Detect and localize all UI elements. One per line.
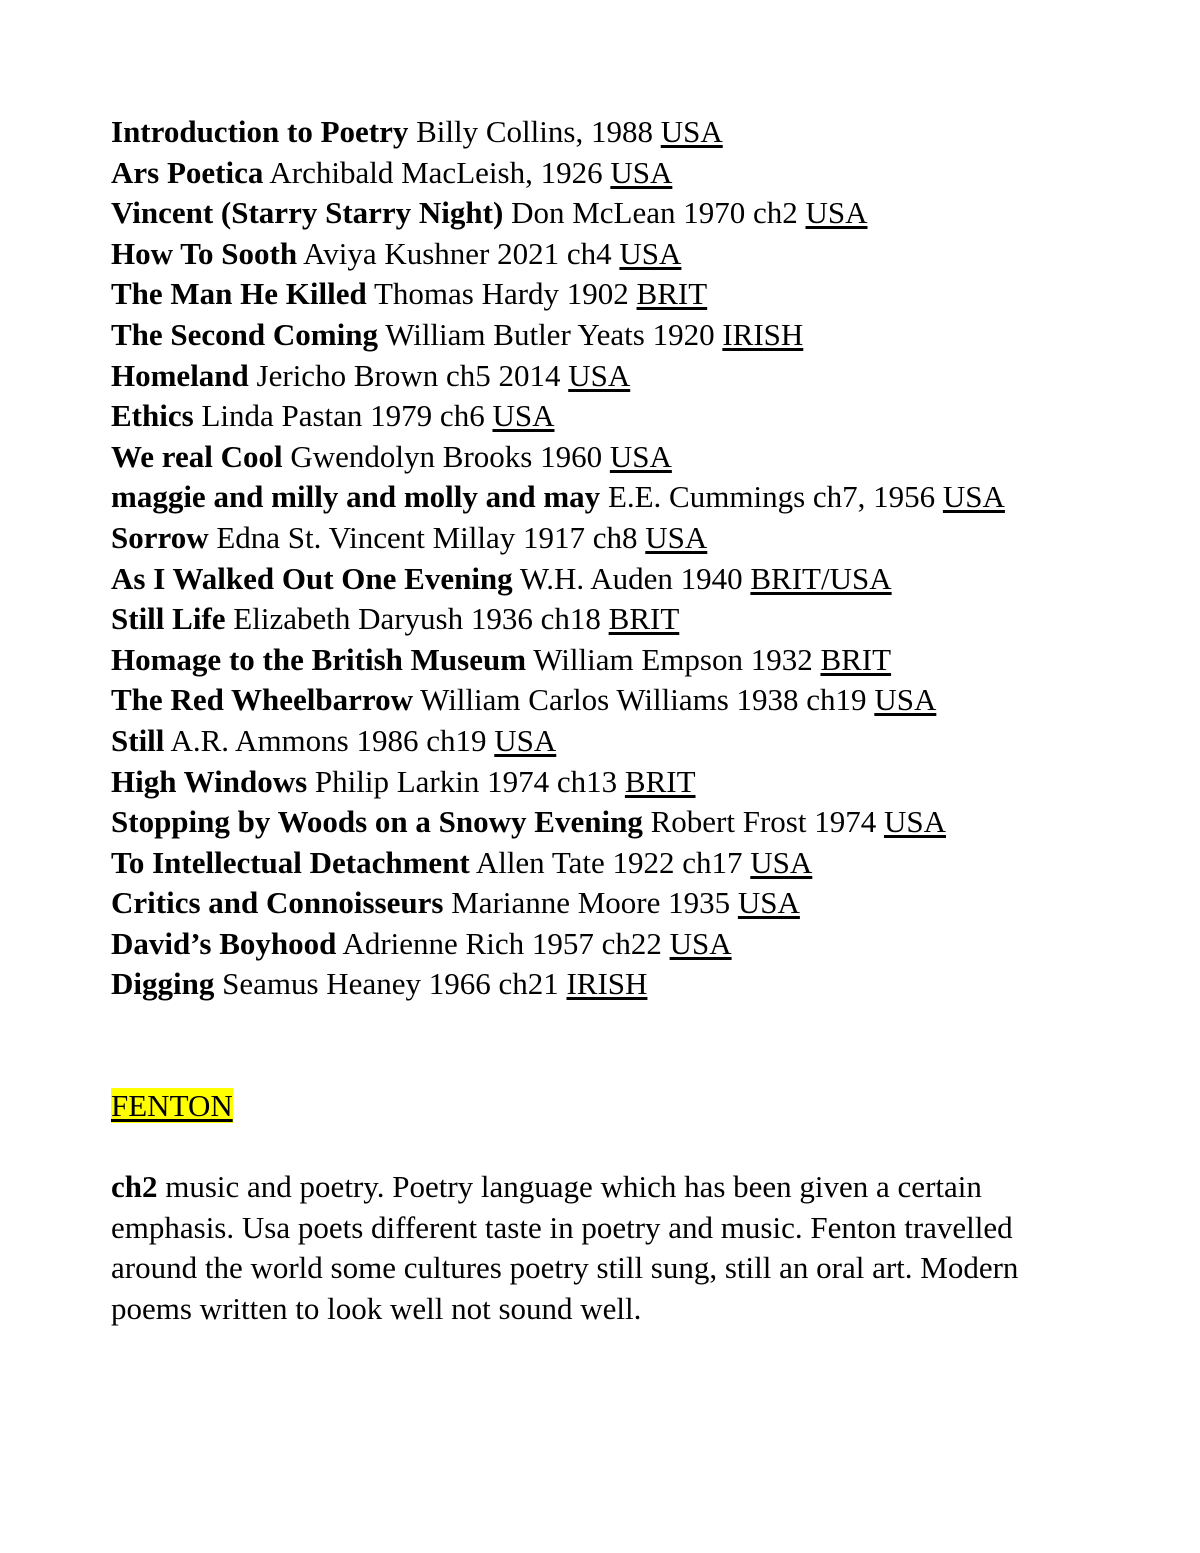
- poem-entry: [111, 396, 1091, 437]
- document-page: [111, 112, 1091, 1330]
- poem-entry: [111, 843, 1091, 884]
- poem-details: Archibald MacLeish, 1926: [269, 154, 603, 190]
- poem-title: Still: [111, 722, 165, 758]
- poem-entry: [111, 721, 1091, 762]
- poem-entry: [111, 680, 1091, 721]
- poem-details: Thomas Hardy 1902: [373, 276, 629, 312]
- poem-title: Homeland: [111, 357, 249, 393]
- poem-details: Billy Collins, 1988: [416, 114, 653, 149]
- poem-title: How To Sooth: [111, 235, 298, 271]
- poem-origin: USA: [737, 885, 800, 921]
- poem-details: Adrienne Rich 1957 ch22: [342, 925, 662, 961]
- poem-origin: USA: [610, 154, 673, 190]
- poem-title: The Red Wheelbarrow: [111, 682, 413, 718]
- poem-title: David’s Boyhood: [111, 925, 337, 961]
- poem-entry: [111, 153, 1091, 194]
- poem-entry: [111, 274, 1091, 315]
- poem-origin: USA: [874, 682, 937, 718]
- poem-entry: [111, 193, 1091, 234]
- blank-line: [111, 1127, 1091, 1168]
- poem-entry: [111, 518, 1091, 559]
- poem-details: Aviya Kushner 2021 ch4: [303, 235, 612, 271]
- poem-details: Seamus Heaney 1966 ch21: [222, 966, 559, 1002]
- poem-details: William Carlos Williams 1938 ch19: [420, 682, 867, 718]
- poem-origin: USA: [609, 438, 672, 474]
- poem-title: To Intellectual Detachment: [111, 844, 470, 880]
- poem-entry: [111, 477, 1091, 518]
- poem-entry: [111, 640, 1091, 681]
- chapter-notes: [111, 1167, 1071, 1329]
- poem-title: Still Life: [111, 601, 226, 637]
- poem-title: Homage to the British Museum: [111, 641, 527, 677]
- poem-details: W.H. Auden 1940: [519, 560, 743, 596]
- notes-text: music and poetry. Poetry language which has been given a certain emphasis. Usa poets different taste in poetry and music. Fenton travelled around the world some cultures poetry still sung, still an oral art. Modern poems written to look well not sound well.: [111, 1169, 1019, 1327]
- poem-title: Sorrow: [111, 519, 209, 555]
- poem-entry: [111, 883, 1091, 924]
- poem-origin: USA: [645, 519, 708, 555]
- poem-entry: [111, 356, 1091, 397]
- poem-origin: USA: [660, 114, 723, 149]
- poem-entry: [111, 437, 1091, 478]
- highlighted-heading: FENTON: [111, 1088, 233, 1124]
- poem-details: Allen Tate 1922 ch17: [475, 844, 743, 880]
- poem-origin: USA: [805, 195, 868, 231]
- poem-title: Critics and Connoisseurs: [111, 885, 444, 921]
- poem-origin: BRIT: [636, 276, 708, 312]
- poem-title: Ethics: [111, 398, 194, 434]
- poem-title: We real Cool: [111, 438, 283, 474]
- poem-entry: [111, 802, 1091, 843]
- poem-details: Philip Larkin 1974 ch13: [314, 763, 618, 799]
- poem-origin: BRIT: [624, 763, 696, 799]
- poem-origin: USA: [669, 925, 732, 961]
- poem-details: Don McLean 1970 ch2: [511, 195, 798, 231]
- poem-origin: BRIT/USA: [750, 560, 892, 596]
- section-heading: [111, 1086, 1091, 1127]
- poem-title: The Second Coming: [111, 316, 378, 352]
- blank-lines: [111, 1005, 1091, 1086]
- poem-details: Marianne Moore 1935: [451, 885, 738, 921]
- poem-origin: BRIT: [608, 601, 680, 637]
- poem-details: William Butler Yeats 1920: [385, 316, 715, 352]
- poem-entry: [111, 315, 1091, 356]
- poem-title: Introduction to Poetry: [111, 114, 409, 149]
- notes-chapter-label: ch2: [111, 1169, 158, 1205]
- poem-origin: USA: [750, 844, 813, 880]
- poem-title: Digging: [111, 966, 215, 1002]
- poem-details: William Empson 1932: [533, 641, 813, 677]
- poem-entry: [111, 964, 1091, 1005]
- poem-title: Ars Poetica: [111, 154, 264, 190]
- poem-title: High Windows: [111, 763, 308, 799]
- poem-details: Gwendolyn Brooks 1960: [290, 438, 603, 474]
- poem-entry: [111, 112, 1091, 153]
- poem-title: The Man He Killed: [111, 276, 367, 312]
- poem-entry: [111, 762, 1091, 803]
- poem-entry: [111, 924, 1091, 965]
- poem-title: As I Walked Out One Evening: [111, 560, 513, 596]
- poem-origin: IRISH: [566, 966, 648, 1002]
- poem-origin: USA: [883, 804, 946, 840]
- poem-details: Elizabeth Daryush 1936 ch18: [233, 601, 601, 637]
- poem-origin: USA: [619, 235, 682, 271]
- poem-entry: [111, 599, 1091, 640]
- poem-details: Robert Frost 1974: [650, 804, 877, 840]
- poem-origin: IRISH: [722, 316, 804, 352]
- poem-entry: [111, 559, 1091, 600]
- poem-details: Jericho Brown ch5 2014: [256, 357, 561, 393]
- poem-title: maggie and milly and molly and may: [111, 479, 601, 515]
- poem-origin: BRIT: [820, 641, 892, 677]
- poem-origin: USA: [942, 479, 1005, 515]
- poem-title: Vincent (Starry Starry Night): [111, 195, 504, 231]
- poem-details: A.R. Ammons 1986 ch19: [170, 722, 487, 758]
- poem-origin: USA: [568, 357, 631, 393]
- poem-entry: [111, 234, 1091, 275]
- poem-list: [111, 112, 1091, 1005]
- poem-title: Stopping by Woods on a Snowy Evening: [111, 804, 643, 840]
- poem-origin: USA: [494, 722, 557, 758]
- poem-origin: USA: [492, 398, 555, 434]
- poem-details: Linda Pastan 1979 ch6: [201, 398, 485, 434]
- poem-details: E.E. Cummings ch7, 1956: [607, 479, 936, 515]
- poem-details: Edna St. Vincent Millay 1917 ch8: [216, 519, 638, 555]
